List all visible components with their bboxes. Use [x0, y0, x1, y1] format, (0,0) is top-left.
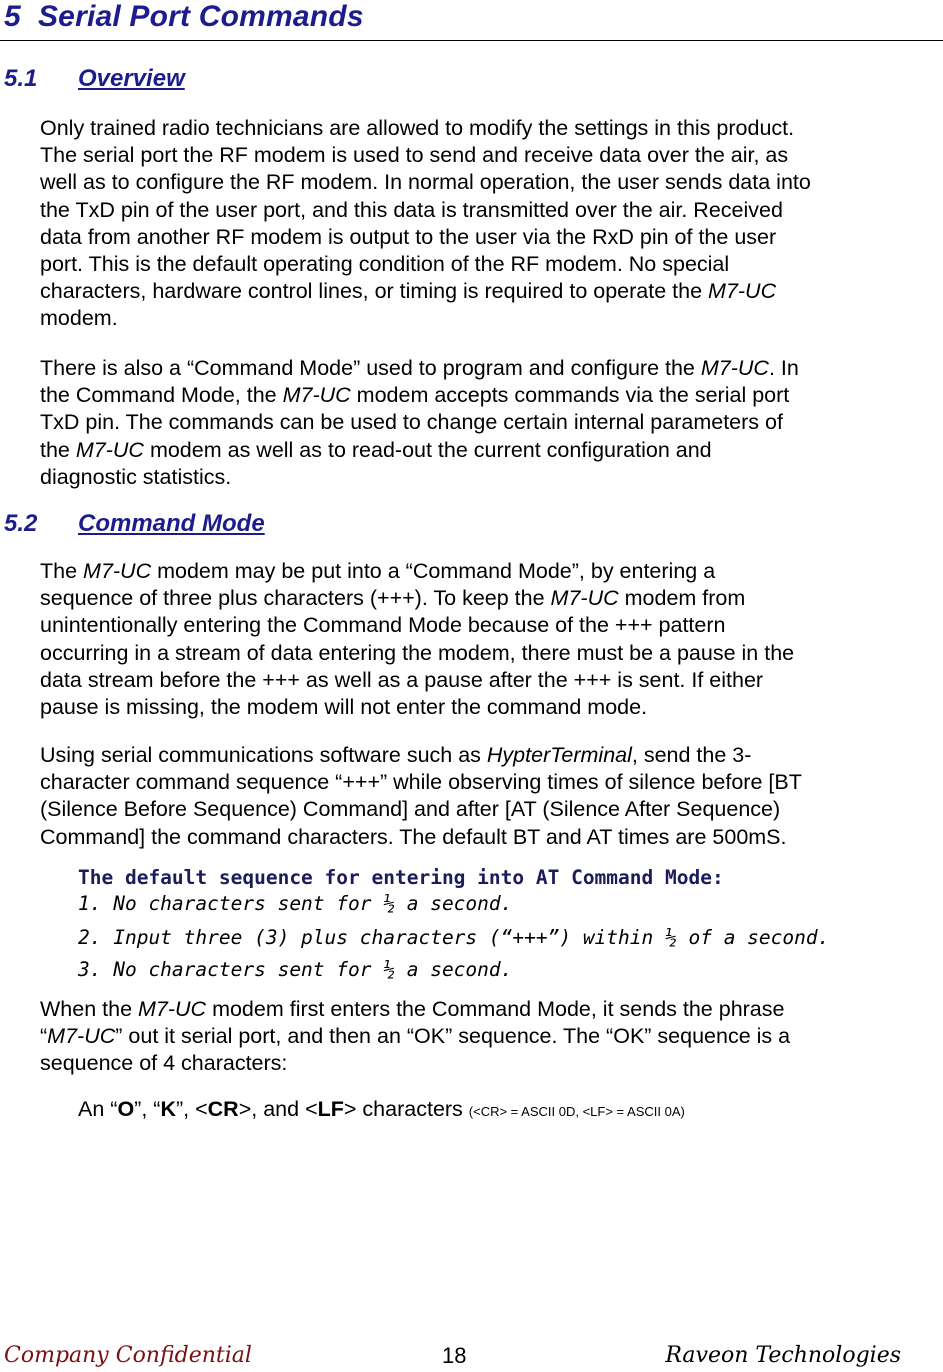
text-line: “M7-UC” out it serial port, and then an “OK” sequence. The “OK” sequence is a	[40, 1024, 791, 1049]
text-line: pause is missing, the modem will not enter the command mode.	[40, 695, 648, 720]
footer-page-number: 18	[442, 1343, 467, 1368]
text-line: Using serial communications software such as HypterTerminal, send the 3-	[40, 743, 752, 767]
text-line: the TxD pin of the user port, and this data is transmitted over the air. Received	[40, 197, 783, 222]
text-line: The M7-UC modem may be put into a “Command Mode”, by entering a	[40, 559, 716, 583]
footer-company-name: Raveon Technologies	[665, 1343, 901, 1368]
sequence-step: 1. No characters sent for ½ a second.	[78, 892, 513, 915]
text-line: data from another RF modem is output to the user via the RxD pin of the user	[40, 224, 777, 249]
ok-sequence-line	[78, 1097, 685, 1122]
text-line: unintentionally entering the Command Mode because of the +++ pattern	[40, 613, 726, 638]
text-line: (Silence Before Sequence) Command] and after [AT (Silence After Sequence)	[40, 797, 781, 822]
footer-company-confidential: Company Confidential	[4, 1343, 252, 1368]
section-number: 5.1	[4, 65, 38, 92]
ok-char-lf: LF	[317, 1097, 344, 1121]
chapter-title: Serial Port Commands	[37, 0, 364, 33]
chapter-number: 5	[4, 0, 21, 33]
text-line: data stream before the +++ as well as a pause after the +++ is sent. If either	[40, 667, 764, 692]
sequence-step: 2. Input three (3) plus characters (“+++”) within ½ of a second.	[78, 926, 830, 949]
heading-rule	[0, 40, 943, 41]
sequence-step: 3. No characters sent for ½ a second.	[78, 958, 513, 981]
section-heading-overview	[4, 65, 185, 93]
ok-text: ”, “	[134, 1097, 161, 1121]
text-line: characters, hardware control lines, or timing is required to operate the M7-UC	[40, 279, 777, 304]
ok-char-o: O	[117, 1097, 135, 1121]
overview-paragraph-1	[40, 115, 940, 333]
section-heading-command-mode	[4, 510, 265, 538]
text-line: Command] the command characters. The default BT and AT times are 500mS.	[40, 824, 787, 849]
text-line: the Command Mode, the M7-UC modem accepts commands via the serial port	[40, 383, 790, 408]
text-line: well as to configure the RF modem. In normal operation, the user sends data into	[40, 170, 811, 195]
ok-char-cr: CR	[207, 1097, 239, 1121]
ok-text: > characters	[343, 1097, 469, 1121]
ok-text: >, and <	[238, 1097, 318, 1121]
ascii-note: (<CR> = ASCII 0D, <LF> = ASCII 0A)	[468, 1104, 685, 1119]
command-mode-paragraph-3	[40, 996, 940, 1078]
command-mode-paragraph-2	[40, 742, 940, 851]
sequence-heading: The default sequence for entering into AT Command Mode:	[78, 866, 724, 889]
chapter-heading	[4, 0, 364, 34]
text-line: TxD pin. The commands can be used to change certain internal parameters of	[40, 410, 783, 435]
text-line: the M7-UC modem as well as to read-out the current configuration and	[40, 437, 712, 462]
text-line: sequence of three plus characters (+++). To keep the M7-UC modem from	[40, 586, 746, 611]
overview-paragraph-2	[40, 355, 940, 491]
text-line: character command sequence “+++” while observing times of silence before [BT	[40, 770, 802, 795]
text-line: occurring in a stream of data entering the modem, there must be a pause in the	[40, 640, 795, 665]
text-line: port. This is the default operating condition of the RF modem. No special	[40, 252, 730, 277]
ok-char-k: K	[160, 1097, 176, 1121]
ok-text: An “	[78, 1097, 118, 1121]
text-line: Only trained radio technicians are allowed to modify the settings in this product.	[40, 116, 795, 140]
command-mode-paragraph-1	[40, 558, 940, 721]
text-line: When the M7-UC modem first enters the Command Mode, it sends the phrase	[40, 997, 785, 1021]
section-title: Command Mode	[78, 510, 265, 537]
text-line: sequence of 4 characters:	[40, 1051, 288, 1076]
text-line: The serial port the RF modem is used to send and receive data over the air, as	[40, 143, 789, 168]
text-line: There is also a “Command Mode” used to program and configure the M7-UC. In	[40, 356, 799, 380]
section-number: 5.2	[4, 510, 38, 537]
text-line: diagnostic statistics.	[40, 464, 232, 489]
text-line: modem.	[40, 306, 118, 331]
section-title: Overview	[78, 65, 185, 92]
ok-text: ”, <	[175, 1097, 208, 1121]
